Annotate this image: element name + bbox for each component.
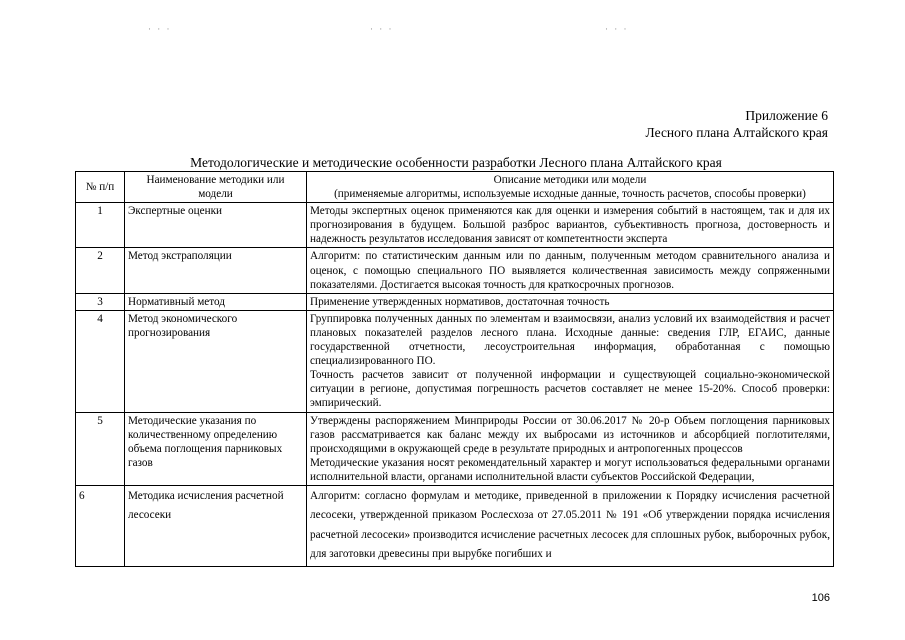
header-description-subtitle: (применяемые алгоритмы, используемые исходные данные, точность расчетов, способы проверки) — [334, 188, 806, 201]
row-method-name: Методика исчисления расчетной лесосеки — [125, 485, 307, 566]
row-num: 1 — [76, 203, 125, 248]
table-row — [76, 485, 834, 566]
header-num: № п/п — [76, 172, 125, 203]
row-num: 3 — [76, 293, 125, 310]
methods-table — [75, 171, 834, 567]
description-paragraph: Утверждены распоряжением Минприроды России от 30.06.2017 № 20-р Объем поглощения парниковых газов рассматривается как баланс между их выбросами из источников и абсорбцией поглотителями, происходящими в окружающей среде в результате природных и антропогенных процессов — [310, 414, 830, 455]
description-paragraph: Методы экспертных оценок применяются как для оценки и измерения событий в настоящем, так и для их прогнозирования в будущем. Большой разброс вариантов, субъективность прогноза, достоверность и надежность результатов исследования зависят от компетентности эксперта — [310, 205, 830, 246]
header-method-name: Наименование методики или модели — [125, 172, 307, 203]
row-method-name: Экспертные оценки — [125, 203, 307, 248]
row-description — [307, 485, 834, 566]
row-method-name: Метод экстраполяции — [125, 248, 307, 293]
description-paragraph: Алгоритм: по статистическим данным или по данным, полученным методом сравнительного анализа и оценок, с помощью специального ПО выявляется количественная зависимость между сопряженными показателями. Достигается высокая точность для краткосрочных прогнозов. — [310, 250, 830, 291]
row-method-name: Методические указания по количественному определению объема поглощения парниковых газов — [125, 412, 307, 485]
scan-artifact: · · · — [605, 24, 629, 34]
row-description — [307, 412, 834, 485]
table-row — [76, 203, 834, 248]
row-num: 6 — [76, 485, 125, 566]
row-num: 2 — [76, 248, 125, 293]
document-title: Методологические и методические особенности разработки Лесного плана Алтайского края — [190, 155, 722, 170]
table-row — [76, 248, 834, 293]
table-row — [76, 310, 834, 412]
header-description — [307, 172, 834, 203]
appendix-header — [646, 107, 828, 141]
description-paragraph: Методические указания носят рекомендательный характер и могут использоваться федеральными органами исполнительной власти, органами исполнительной власти субъектов Российской Федерации, — [310, 456, 830, 483]
row-num: 4 — [76, 310, 125, 412]
row-description — [307, 203, 834, 248]
row-method-name: Нормативный метод — [125, 293, 307, 310]
row-method-name: Метод экономического прогнозирования — [125, 310, 307, 412]
table-row — [76, 293, 834, 310]
header-description-title: Описание методики или модели — [493, 174, 647, 186]
row-description — [307, 293, 834, 310]
appendix-number: Приложение 6 — [745, 108, 828, 123]
page-number: 106 — [811, 592, 830, 604]
scan-artifact: · · · — [370, 24, 394, 34]
description-paragraph: Группировка полученных данных по элементам и взаимосвязи, анализ условий их взаимодействия и расчет плановых показателей разделов лесного плана. Исходные данные: сведения ГЛР, ЕГАИС, данные государственной отчетности, лесоустроительная информация, обработанная с помощью специализированного ПО. — [310, 312, 830, 368]
description-paragraph: Точность расчетов зависит от полученной информации и существующей социально-экономической ситуации в регионе, допустимая погрешность расчетов составляет не менее 15-20%. Способ проверки: эмпирический. — [310, 369, 830, 410]
description-paragraph: Применение утвержденных нормативов, достаточная точность — [310, 295, 610, 308]
table-header-row — [76, 172, 834, 203]
description-paragraph: Алгоритм: согласно формулам и методике, приведенной в приложении к Порядку исчисления расчетной лесосеки, утвержденной приказом Рослесхоза от 27.05.2011 № 191 «Об утверждении порядка исчисления расчетной лесосеки» производится исчисление расчетных лесосек для сплошных рубок, выборочных рубок, для заготовки древесины при вырубке погибших и — [310, 489, 830, 561]
row-num: 5 — [76, 412, 125, 485]
appendix-document: Лесного плана Алтайского края — [645, 125, 828, 140]
row-description — [307, 248, 834, 293]
row-description — [307, 310, 834, 412]
scan-artifact: · · · — [148, 24, 172, 34]
table-row — [76, 412, 834, 485]
